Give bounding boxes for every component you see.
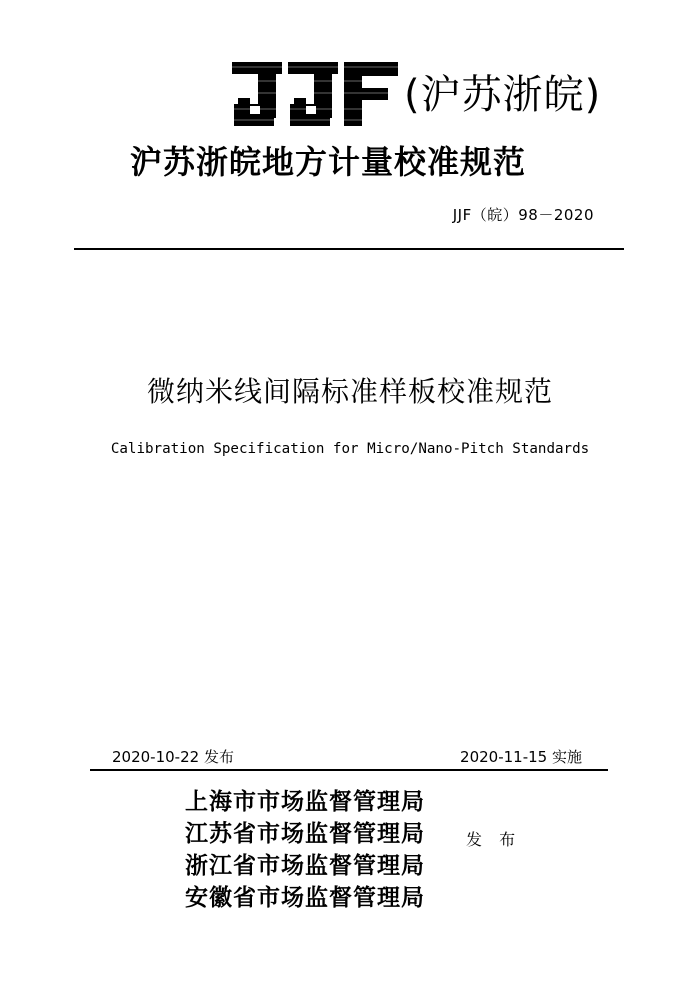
series-title: 沪苏浙皖地方计量校准规范 (130, 143, 527, 181)
authority-item: 上海市市场监督管理局 (185, 788, 425, 815)
top-divider (74, 248, 624, 250)
document-title-english: Calibration Specification for Micro/Nano-Pitch Standards (110, 441, 590, 457)
logo-letter-f (344, 62, 398, 126)
jjf-logo (232, 62, 398, 128)
issuing-authorities (185, 786, 425, 914)
logo-letter-j-1 (232, 62, 282, 126)
document-title-chinese: 微纳米线间隔标准样板校准规范 (146, 375, 553, 408)
standard-number: JJF（皖）98－2020 (452, 206, 594, 224)
issue-label: 发 布 (466, 830, 522, 849)
authority-item: 浙江省市场监督管理局 (185, 852, 425, 879)
authority-item: 江苏省市场监督管理局 (185, 820, 425, 847)
authority-item: 安徽省市场监督管理局 (185, 884, 425, 911)
publish-date: 2020-10-22 发布 (112, 748, 234, 766)
bottom-divider (90, 769, 608, 771)
effective-date: 2020-11-15 实施 (460, 748, 582, 766)
logo-region-label: (沪苏浙皖) (404, 72, 602, 118)
logo-letter-j-2 (288, 62, 338, 126)
